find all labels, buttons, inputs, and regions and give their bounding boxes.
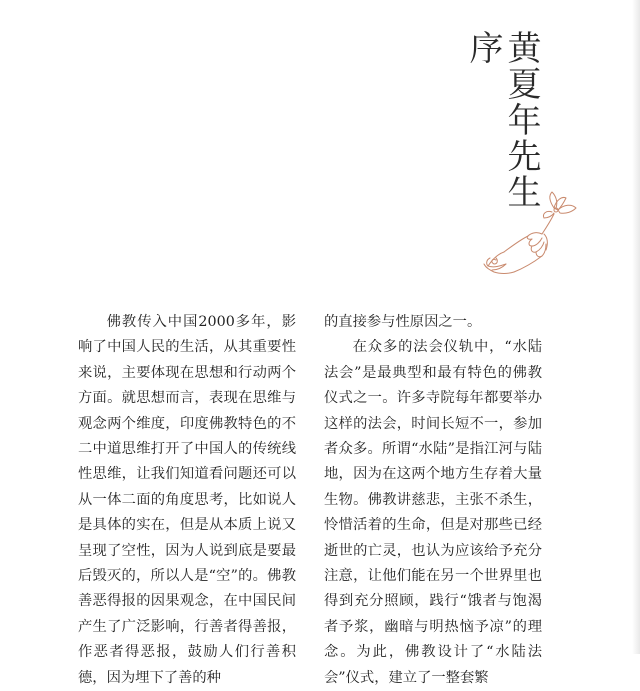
preface-title: 黄夏年先生 — [501, 30, 541, 210]
body-paragraph-1: 佛教传入中国2000多年，影响了中国人民的生活，从其重要性来说，主要体现在思想和行动两个方面。就思想而言，表现在思维与观念两个维度，印度佛教特色的不二中道思维打开了中国人的传统线性思维，让我们知道看问题还可以从一体二面的角度思考，比如说人是具体的实在，但是从本质上说又呈现了空性，因为人说到底是要最后毁灭的，所以人是“空”的。佛教善恶得报的因果观念，在中国民间产生了广泛影响，行善者得善报，作恶者得恶报，鼓励人们行善积德，因为埋下了善的种 — [78, 314, 296, 686]
hand-holding-lotus-icon — [476, 186, 584, 284]
text-column-left — [78, 310, 296, 691]
text-column-right — [324, 310, 542, 691]
body-continuation: 的直接参与性原因之一。 — [324, 314, 482, 330]
page-edge-shadow — [632, 0, 640, 654]
preface-suffix: 序 — [463, 30, 503, 66]
body-paragraph-2: 在众多的法会仪轨中，“水陆法会”是最典型和最有特色的佛教仪式之一。许多寺院每年都要举办这样的法会，时间长短不一，参加者众多。所谓“水陆”是指江河与陆地，因为在这两个地方生存着大量生物。佛教讲慈悲，主张不杀生，怜惜活着的生命，但是对那些已经逝世的亡灵，也认为应该给予充分注意，让他们能在另一个世界里也得到充分照顾，践行“饿者与饱渴者予浆，幽暗与明热恼予凉”的理念。为此，佛教设计了“水陆法会”仪式，建立了一整套繁 — [324, 339, 542, 686]
